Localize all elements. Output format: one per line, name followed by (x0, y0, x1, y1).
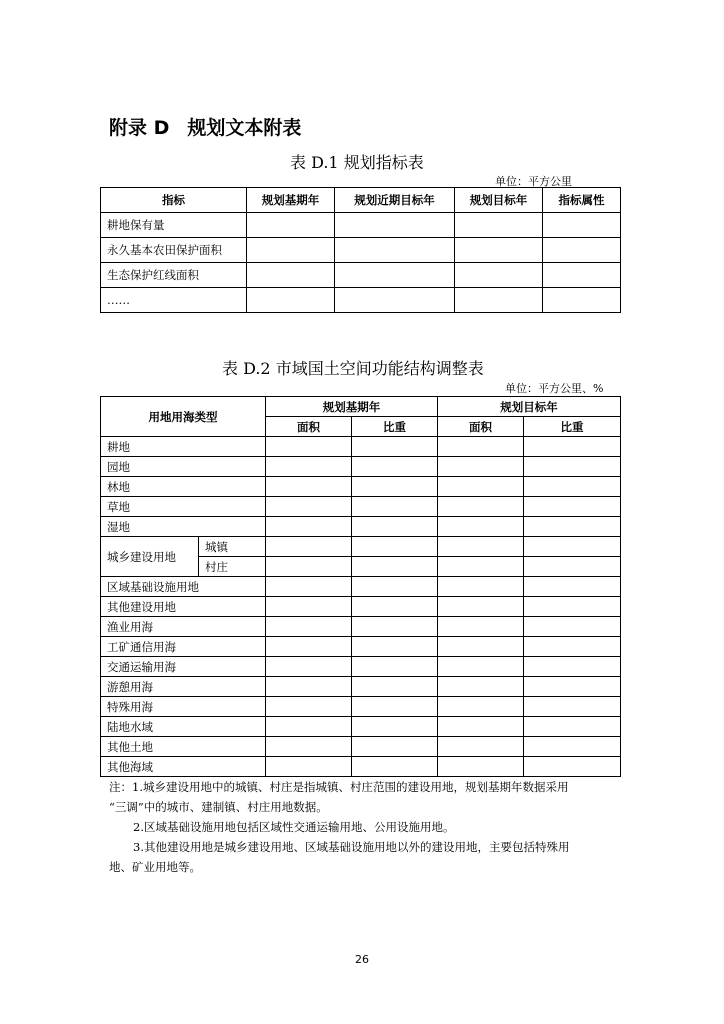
sub-row-label: 村庄 (199, 557, 266, 577)
t1-header-target-year: 规划目标年 (455, 188, 543, 213)
row-label: 交通运输用海 (101, 657, 266, 677)
sub-row-label: 城镇 (199, 537, 266, 557)
table-row (101, 717, 621, 737)
table-row (101, 597, 621, 617)
table-row (101, 757, 621, 777)
table-row (101, 637, 621, 657)
table2-unit: 单位：平方公里、% (505, 382, 604, 395)
table-notes (109, 777, 619, 877)
t2-header-type: 用地用海类型 (101, 397, 266, 437)
row-label: 游憩用海 (101, 677, 266, 697)
table-row (101, 213, 621, 238)
table-row (101, 477, 621, 497)
appendix-title: 规划文本附表 (187, 117, 302, 139)
table2-header-row-1 (101, 397, 621, 417)
t2-header-ratio: 比重 (352, 417, 438, 437)
table-row (101, 497, 621, 517)
row-label: 陆地水域 (101, 717, 266, 737)
row-label: 其他建设用地 (101, 597, 266, 617)
table-row (101, 737, 621, 757)
t1-header-base-year: 规划基期年 (247, 188, 335, 213)
row-label: 区域基础设施用地 (101, 577, 266, 597)
t2-header-ratio: 比重 (524, 417, 621, 437)
row-label: 生态保护红线面积 (101, 263, 247, 288)
table-row (101, 517, 621, 537)
row-label: 工矿通信用海 (101, 637, 266, 657)
table2-caption: 表 D.2 市域国土空间功能结构调整表 (222, 359, 484, 378)
table-row (101, 537, 621, 557)
table-row (101, 288, 621, 313)
row-label: 耕地 (101, 437, 266, 457)
row-label: 耕地保有量 (101, 213, 247, 238)
note-3-line-2: 地、矿业用地等。 (109, 860, 201, 874)
table1-unit: 单位：平方公里 (495, 175, 572, 188)
row-label: 草地 (101, 497, 266, 517)
row-label: …… (101, 288, 247, 313)
t2-header-base-year: 规划基期年 (266, 397, 438, 417)
table-row (101, 457, 621, 477)
table-row (101, 437, 621, 457)
note-1-line-1: 注：1.城乡建设用地中的城镇、村庄是指城镇、村庄范围的建设用地，规划基期年数据采用 (109, 780, 569, 794)
row-label: 永久基本农田保护面积 (101, 238, 247, 263)
table-row (101, 617, 621, 637)
row-label: 林地 (101, 477, 266, 497)
row-label: 渔业用海 (101, 617, 266, 637)
urban-rural-label: 城乡建设用地 (101, 537, 199, 577)
t1-header-near-target: 规划近期目标年 (335, 188, 455, 213)
t2-header-target-year: 规划目标年 (438, 397, 621, 417)
page-number: 26 (355, 953, 369, 966)
table1 (100, 187, 621, 313)
table-row (101, 238, 621, 263)
table-row (101, 657, 621, 677)
table-row (101, 677, 621, 697)
row-label: 其他土地 (101, 737, 266, 757)
table-row (101, 577, 621, 597)
note-1-line-2: “三调”中的城市、建制镇、村庄用地数据。 (109, 800, 328, 814)
t1-header-indicator: 指标 (101, 188, 247, 213)
appendix-label: 附录 D (109, 117, 170, 139)
table1-caption: 表 D.1 规划指标表 (290, 153, 424, 172)
t2-header-area: 面积 (438, 417, 524, 437)
t2-header-area: 面积 (266, 417, 352, 437)
row-label: 特殊用海 (101, 697, 266, 717)
table1-header-row (101, 188, 621, 213)
t1-header-attribute: 指标属性 (543, 188, 621, 213)
note-2: 2.区域基础设施用地包括区域性交通运输用地、公用设施用地。 (133, 820, 455, 834)
row-label: 湿地 (101, 517, 266, 537)
appendix-heading (109, 113, 301, 140)
note-3-line-1: 3.其他建设用地是城乡建设用地、区域基础设施用地以外的建设用地，主要包括特殊用 (133, 840, 570, 854)
row-label: 园地 (101, 457, 266, 477)
table2 (100, 396, 621, 777)
table-row (101, 697, 621, 717)
table-row (101, 263, 621, 288)
row-label: 其他海域 (101, 757, 266, 777)
